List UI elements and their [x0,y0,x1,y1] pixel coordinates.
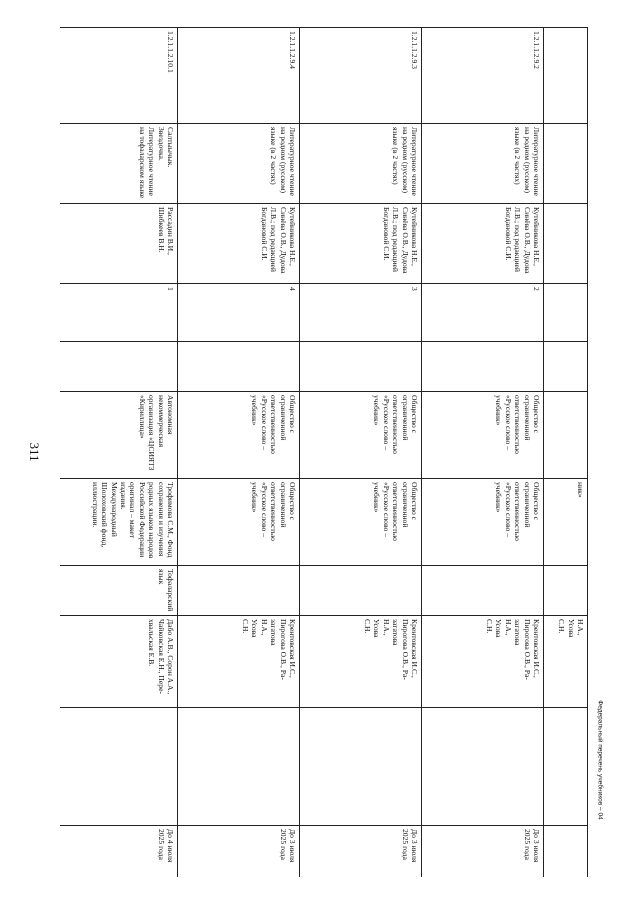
cell-grade [544,284,588,342]
cell-extra [60,342,178,392]
page-number: 311 [27,442,42,462]
cell-publisher: Общество с ограниченной ответственностью «Русское слово – учебник» [178,392,300,479]
cell-responsible: Крентовская И.С., Пирогова О.В., Ра- загатова Н.А., Усова С.Н. [422,616,544,708]
cell-language [422,566,544,616]
cell-rights-holder: Общество с ограниченной ответственностью «Русское слово – учебник» [300,479,422,566]
cell-rights-holder: ник» [544,479,588,566]
cell-code: 1.2.1.1.2.9.2 [422,28,544,124]
cell-responsible: Дабо А.В., Сорон А.А., Чайковская Е.Н., Пере- хвальская Е.В. [60,616,178,708]
rotated-table-container [60,27,588,877]
table-row [300,28,422,878]
cell-publisher: Автономная некоммерческая организация «ЦСИЯТЗ «Кириллица» [60,392,178,479]
cell-extra [544,342,588,392]
cell-term: До 3 июля 2025 года [300,826,422,878]
cell-term: До 4 июля 2025 года [60,826,178,878]
cell-responsible: Н.А., Усова С.Н. [544,616,588,708]
cell-authors: Кутейникова Н.Е., Синёва О.В., Дудова Л.В.; под редакцией Богдановой С.И. [300,204,422,284]
footer-caption: Федеральный перечень учебников – 04 [596,700,604,820]
cell-code: 1.2.1.1.2.9.4 [178,28,300,124]
cell-code: 1.2.1.1.2.9.3 [300,28,422,124]
cell-language [178,566,300,616]
cell-note [178,708,300,826]
cell-grade: 2 [422,284,544,342]
cell-code: 1.2.1.1.2.10.1 [60,28,178,124]
cell-note [300,708,422,826]
cell-publisher: Общество с ограниченной ответственностью «Русское слово – учебник» [300,392,422,479]
table-row [544,28,588,878]
cell-note [544,708,588,826]
cell-note [422,708,544,826]
cell-title: Литературное чтение на родном (русском) языке (в 2 частях) [422,124,544,204]
cell-title: Литературное чтение на родном (русском) языке (в 2 частях) [178,124,300,204]
cell-authors: Кутейникова Н.Е., Синёва О.В., Дудова Л.В.; под редакцией Богдановой С.И. [422,204,544,284]
page-frame [60,27,588,877]
cell-term [544,826,588,878]
cell-rights-holder: Общество с ограниченной ответственностью «Русское слово – учебник» [422,479,544,566]
cell-extra [422,342,544,392]
cell-responsible: Крентовская И.С., Пирогова О.В., Ра- загатова Н.А., Усова С.Н. [300,616,422,708]
table-row [422,28,544,878]
cell-authors [544,204,588,284]
cell-language: Тофаларский язык [60,566,178,616]
cell-language [300,566,422,616]
cell-authors: Кутейникова Н.Е., Синёва О.В., Дудова Л.В.; под редакцией Богдановой С.И. [178,204,300,284]
table-row [60,28,178,878]
cell-language [544,566,588,616]
cell-term: До 3 июля 2025 года [178,826,300,878]
cell-code [544,28,588,124]
cell-responsible: Крентовская И.С., Пирогова О.В., Ра- загатова Н.А., Усова С.Н. [178,616,300,708]
cell-grade: 1 [60,284,178,342]
cell-grade: 3 [300,284,422,342]
cell-note [60,708,178,826]
cell-extra [178,342,300,392]
cell-publisher: Общество с ограниченной ответственностью «Русское слово – учебник» [422,392,544,479]
cell-term: До 3 июля 2025 года [422,826,544,878]
cell-title [544,124,588,204]
table-row [178,28,300,878]
cell-extra [300,342,422,392]
textbook-table [60,27,588,877]
cell-publisher [544,392,588,479]
cell-title: Литературное чтение на родном (русском) языке (в 2 частях) [300,124,422,204]
cell-authors: Рассадин В.И., Шибкеев В.Н. [60,204,178,284]
cell-grade: 4 [178,284,300,342]
cell-title: Салтыычык. Звездочка. Литературное чтение на тофаларском языке [60,124,178,204]
cell-rights-holder: Общество с ограниченной ответственностью «Русское слово – учебник» [178,479,300,566]
cell-rights-holder: Трофимова С.М., Фонд сохранения и изучения родных языков народов Российской Федерации оригинал – макет издания. Международный Шолоховский фонд, иллюстрации. [60,479,178,566]
